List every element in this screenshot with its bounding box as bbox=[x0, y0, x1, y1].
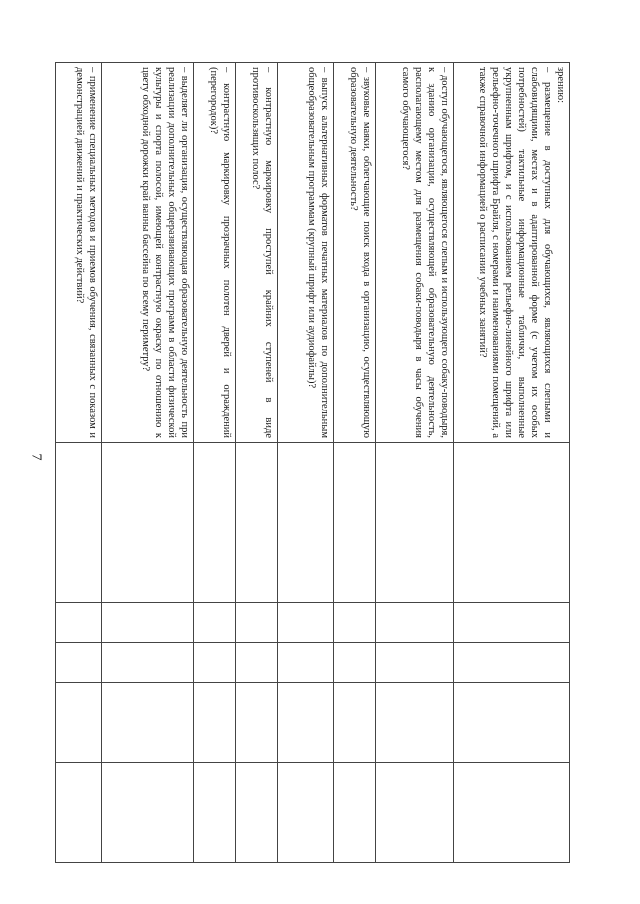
requirement-text: зрению: – размещение в доступных для обучающихся, являющихся слепыми и слабовидящими, местах и в адаптированной форме (с учетом их особых потребностей) тактильные информационные таблички, выполненные укрупненным шрифтом, и с использованием рельефно-линейного шрифта или рельефно-точечного шрифта Брайля, с номерами и наименованиями помещений, а также справочной информацией о расписании учебных занятий? bbox=[477, 67, 566, 438]
requirement-text: – выделяет ли организация, осуществляющая образовательную деятельность при реализации дополнительных общеразвивающих программ в области физической культуры и спорта полосой, имеющей контрастную окраску по отношению к цвету обходной дорожки край ванны бассейна по всему периметру? bbox=[140, 67, 190, 438]
empty-cell bbox=[376, 643, 454, 683]
empty-cell bbox=[194, 683, 236, 763]
empty-cell bbox=[56, 603, 102, 643]
empty-cell bbox=[376, 603, 454, 643]
empty-cell bbox=[194, 443, 236, 603]
requirement-text: – звуковые маяки, облегчающие поиск входа в организацию, осуществляющую образовательную деятельность? bbox=[348, 67, 372, 438]
empty-cell bbox=[334, 643, 376, 683]
empty-cell bbox=[102, 443, 194, 603]
empty-cell bbox=[56, 763, 102, 863]
empty-cell bbox=[454, 643, 570, 683]
empty-cell bbox=[56, 683, 102, 763]
requirement-text: – доступ обучающегося, являющегося слепым и использующего собаку-поводыря, к зданию организации, осуществляющей образовательную деятельность, располагающему местом для размещения собаки-поводыря в часы обучения самого обучающегося? bbox=[400, 67, 450, 438]
empty-cell bbox=[102, 683, 194, 763]
requirement-cell bbox=[236, 63, 278, 443]
table-container bbox=[74, 62, 570, 862]
requirement-text: – контрастную маркировку прозрачных полотен дверей и ограждений (перегородок)? bbox=[208, 67, 232, 438]
requirement-text: – выпуск альтернативных форматов печатных материалов по дополнительным общеобразовательным программам (крупный шрифт или аудиофайлы)? bbox=[306, 67, 330, 438]
empty-cell bbox=[102, 763, 194, 863]
requirement-cell bbox=[278, 63, 334, 443]
empty-cell bbox=[102, 643, 194, 683]
empty-cell bbox=[236, 443, 278, 603]
requirement-cell bbox=[454, 63, 570, 443]
empty-cell bbox=[236, 763, 278, 863]
empty-cell bbox=[334, 603, 376, 643]
empty-cell bbox=[236, 643, 278, 683]
table-row bbox=[334, 63, 376, 863]
empty-cell bbox=[278, 443, 334, 603]
empty-cell bbox=[334, 443, 376, 603]
empty-cell bbox=[278, 763, 334, 863]
empty-cell bbox=[194, 763, 236, 863]
requirement-text: – контрастную маркировку проступей крайних ступеней в виде противоскользящих полос? bbox=[250, 67, 274, 438]
table-row bbox=[454, 63, 570, 863]
empty-cell bbox=[454, 763, 570, 863]
empty-cell bbox=[334, 763, 376, 863]
requirement-cell bbox=[56, 63, 102, 443]
rotated-table-frame bbox=[74, 62, 570, 862]
page-number: 7 bbox=[28, 453, 44, 461]
empty-cell bbox=[278, 683, 334, 763]
requirement-cell bbox=[376, 63, 454, 443]
empty-cell bbox=[334, 683, 376, 763]
requirement-text: – применение специальных методов и приемов обучения, связанных с показом и демонстрацией движений и практических действий? bbox=[74, 67, 98, 438]
requirement-cell bbox=[334, 63, 376, 443]
empty-cell bbox=[278, 643, 334, 683]
empty-cell bbox=[376, 683, 454, 763]
requirement-cell bbox=[194, 63, 236, 443]
empty-cell bbox=[454, 683, 570, 763]
empty-cell bbox=[194, 603, 236, 643]
table-row bbox=[278, 63, 334, 863]
empty-cell bbox=[194, 643, 236, 683]
requirements-table bbox=[55, 62, 570, 863]
requirement-cell bbox=[102, 63, 194, 443]
empty-cell bbox=[454, 603, 570, 643]
empty-cell bbox=[236, 603, 278, 643]
empty-cell bbox=[454, 443, 570, 603]
empty-cell bbox=[102, 603, 194, 643]
empty-cell bbox=[236, 683, 278, 763]
empty-cell bbox=[376, 763, 454, 863]
table-row bbox=[194, 63, 236, 863]
table-row bbox=[376, 63, 454, 863]
empty-cell bbox=[278, 603, 334, 643]
empty-cell bbox=[376, 443, 454, 603]
empty-cell bbox=[56, 643, 102, 683]
table-row bbox=[102, 63, 194, 863]
empty-cell bbox=[56, 443, 102, 603]
table-row bbox=[56, 63, 102, 863]
table-row bbox=[236, 63, 278, 863]
